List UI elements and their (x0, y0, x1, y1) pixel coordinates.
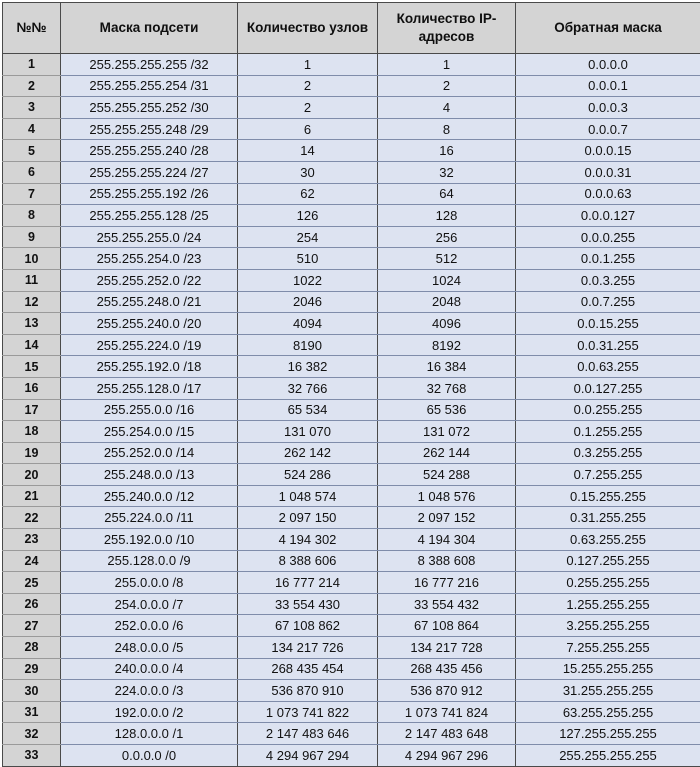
table-row (3, 507, 700, 529)
cell-row-number: 10 (3, 248, 61, 270)
column-header-addresses: Количество IP-адресов (378, 3, 516, 54)
table-row (3, 399, 700, 421)
cell-address-count: 4 (378, 97, 516, 119)
table-row (3, 291, 700, 313)
cell-row-number: 24 (3, 550, 61, 572)
table-row (3, 269, 700, 291)
cell-host-count: 62 (238, 183, 378, 205)
cell-subnet-mask: 254.0.0.0 /7 (61, 593, 238, 615)
cell-subnet-mask: 255.255.254.0 /23 (61, 248, 238, 270)
cell-host-count: 14 (238, 140, 378, 162)
cell-subnet-mask: 255.255.255.224 /27 (61, 161, 238, 183)
cell-wildcard-mask: 0.255.255.255 (516, 572, 700, 594)
cell-wildcard-mask: 0.0.7.255 (516, 291, 700, 313)
cell-subnet-mask: 255.240.0.0 /12 (61, 485, 238, 507)
cell-wildcard-mask: 0.0.0.255 (516, 226, 700, 248)
cell-wildcard-mask: 0.0.1.255 (516, 248, 700, 270)
table-row (3, 658, 700, 680)
cell-subnet-mask: 255.252.0.0 /14 (61, 442, 238, 464)
cell-wildcard-mask: 0.0.31.255 (516, 334, 700, 356)
cell-row-number: 12 (3, 291, 61, 313)
table-row (3, 334, 700, 356)
cell-row-number: 23 (3, 529, 61, 551)
cell-subnet-mask: 255.255.255.248 /29 (61, 118, 238, 140)
cell-row-number: 9 (3, 226, 61, 248)
cell-wildcard-mask: 3.255.255.255 (516, 615, 700, 637)
cell-row-number: 16 (3, 377, 61, 399)
cell-host-count: 1 073 741 822 (238, 701, 378, 723)
cell-subnet-mask: 255.255.128.0 /17 (61, 377, 238, 399)
table-row (3, 140, 700, 162)
table-row (3, 248, 700, 270)
table-row (3, 485, 700, 507)
cell-wildcard-mask: 0.0.63.255 (516, 356, 700, 378)
table-row (3, 745, 700, 767)
cell-address-count: 262 144 (378, 442, 516, 464)
cell-address-count: 4 194 304 (378, 529, 516, 551)
table-row (3, 226, 700, 248)
cell-address-count: 128 (378, 205, 516, 227)
cell-subnet-mask: 255.255.240.0 /20 (61, 313, 238, 335)
table-row (3, 550, 700, 572)
table-row (3, 118, 700, 140)
cell-subnet-mask: 255.255.255.240 /28 (61, 140, 238, 162)
cell-host-count: 4 294 967 294 (238, 745, 378, 767)
cell-address-count: 65 536 (378, 399, 516, 421)
cell-address-count: 256 (378, 226, 516, 248)
cell-row-number: 30 (3, 680, 61, 702)
cell-row-number: 11 (3, 269, 61, 291)
cell-row-number: 31 (3, 701, 61, 723)
cell-host-count: 254 (238, 226, 378, 248)
table-row (3, 54, 700, 76)
cell-row-number: 3 (3, 97, 61, 119)
cell-wildcard-mask: 0.0.15.255 (516, 313, 700, 335)
table-row (3, 313, 700, 335)
table-row (3, 75, 700, 97)
cell-address-count: 131 072 (378, 421, 516, 443)
cell-address-count: 16 777 216 (378, 572, 516, 594)
cell-wildcard-mask: 0.7.255.255 (516, 464, 700, 486)
table-row (3, 464, 700, 486)
cell-host-count: 1 (238, 54, 378, 76)
cell-subnet-mask: 255.192.0.0 /10 (61, 529, 238, 551)
column-header-wildcard: Обратная маска (516, 3, 700, 54)
cell-address-count: 2 097 152 (378, 507, 516, 529)
cell-address-count: 2048 (378, 291, 516, 313)
cell-subnet-mask: 255.128.0.0 /9 (61, 550, 238, 572)
table-row (3, 637, 700, 659)
cell-address-count: 1 048 576 (378, 485, 516, 507)
cell-host-count: 134 217 726 (238, 637, 378, 659)
cell-address-count: 2 147 483 648 (378, 723, 516, 745)
cell-wildcard-mask: 0.63.255.255 (516, 529, 700, 551)
cell-row-number: 20 (3, 464, 61, 486)
cell-wildcard-mask: 0.127.255.255 (516, 550, 700, 572)
cell-row-number: 15 (3, 356, 61, 378)
cell-host-count: 510 (238, 248, 378, 270)
cell-row-number: 33 (3, 745, 61, 767)
cell-row-number: 7 (3, 183, 61, 205)
cell-subnet-mask: 248.0.0.0 /5 (61, 637, 238, 659)
cell-wildcard-mask: 7.255.255.255 (516, 637, 700, 659)
column-header-mask: Маска подсети (61, 3, 238, 54)
table-row (3, 701, 700, 723)
cell-row-number: 18 (3, 421, 61, 443)
cell-host-count: 65 534 (238, 399, 378, 421)
cell-address-count: 1 073 741 824 (378, 701, 516, 723)
table-row (3, 680, 700, 702)
cell-subnet-mask: 255.255.255.252 /30 (61, 97, 238, 119)
cell-row-number: 13 (3, 313, 61, 335)
cell-row-number: 4 (3, 118, 61, 140)
table-row (3, 615, 700, 637)
cell-address-count: 2 (378, 75, 516, 97)
subnet-mask-table (2, 2, 700, 767)
cell-subnet-mask: 255.255.255.128 /25 (61, 205, 238, 227)
cell-wildcard-mask: 0.0.0.7 (516, 118, 700, 140)
cell-address-count: 32 768 (378, 377, 516, 399)
table-row (3, 572, 700, 594)
table-row (3, 593, 700, 615)
cell-address-count: 134 217 728 (378, 637, 516, 659)
cell-row-number: 14 (3, 334, 61, 356)
cell-wildcard-mask: 255.255.255.255 (516, 745, 700, 767)
cell-row-number: 5 (3, 140, 61, 162)
cell-wildcard-mask: 1.255.255.255 (516, 593, 700, 615)
cell-row-number: 19 (3, 442, 61, 464)
table-row (3, 421, 700, 443)
cell-wildcard-mask: 31.255.255.255 (516, 680, 700, 702)
cell-wildcard-mask: 0.0.255.255 (516, 399, 700, 421)
cell-subnet-mask: 255.224.0.0 /11 (61, 507, 238, 529)
cell-address-count: 536 870 912 (378, 680, 516, 702)
cell-row-number: 27 (3, 615, 61, 637)
table-row (3, 723, 700, 745)
cell-host-count: 6 (238, 118, 378, 140)
cell-address-count: 4096 (378, 313, 516, 335)
table-row (3, 205, 700, 227)
cell-subnet-mask: 240.0.0.0 /4 (61, 658, 238, 680)
cell-host-count: 2 147 483 646 (238, 723, 378, 745)
table-body (3, 54, 700, 767)
cell-wildcard-mask: 0.0.0.31 (516, 161, 700, 183)
cell-wildcard-mask: 63.255.255.255 (516, 701, 700, 723)
cell-subnet-mask: 255.255.224.0 /19 (61, 334, 238, 356)
cell-host-count: 1022 (238, 269, 378, 291)
cell-address-count: 16 384 (378, 356, 516, 378)
cell-wildcard-mask: 0.0.0.1 (516, 75, 700, 97)
cell-address-count: 33 554 432 (378, 593, 516, 615)
cell-wildcard-mask: 0.0.0.63 (516, 183, 700, 205)
cell-wildcard-mask: 0.1.255.255 (516, 421, 700, 443)
cell-host-count: 33 554 430 (238, 593, 378, 615)
cell-address-count: 8 388 608 (378, 550, 516, 572)
cell-host-count: 268 435 454 (238, 658, 378, 680)
table-row (3, 377, 700, 399)
cell-subnet-mask: 255.255.255.255 /32 (61, 54, 238, 76)
cell-wildcard-mask: 0.0.0.0 (516, 54, 700, 76)
cell-host-count: 16 382 (238, 356, 378, 378)
cell-wildcard-mask: 15.255.255.255 (516, 658, 700, 680)
cell-host-count: 67 108 862 (238, 615, 378, 637)
cell-address-count: 8192 (378, 334, 516, 356)
cell-subnet-mask: 255.248.0.0 /13 (61, 464, 238, 486)
cell-subnet-mask: 255.255.248.0 /21 (61, 291, 238, 313)
cell-subnet-mask: 192.0.0.0 /2 (61, 701, 238, 723)
cell-wildcard-mask: 0.0.0.15 (516, 140, 700, 162)
cell-wildcard-mask: 127.255.255.255 (516, 723, 700, 745)
cell-row-number: 1 (3, 54, 61, 76)
cell-address-count: 268 435 456 (378, 658, 516, 680)
cell-host-count: 1 048 574 (238, 485, 378, 507)
table-row (3, 97, 700, 119)
cell-host-count: 4094 (238, 313, 378, 335)
cell-address-count: 32 (378, 161, 516, 183)
column-header-number: №№ (3, 3, 61, 54)
cell-row-number: 28 (3, 637, 61, 659)
cell-host-count: 2 (238, 75, 378, 97)
cell-subnet-mask: 255.254.0.0 /15 (61, 421, 238, 443)
cell-subnet-mask: 255.0.0.0 /8 (61, 572, 238, 594)
cell-subnet-mask: 255.255.0.0 /16 (61, 399, 238, 421)
cell-address-count: 512 (378, 248, 516, 270)
table-header (3, 3, 700, 54)
cell-wildcard-mask: 0.15.255.255 (516, 485, 700, 507)
column-header-hosts: Количество узлов (238, 3, 378, 54)
cell-row-number: 32 (3, 723, 61, 745)
cell-subnet-mask: 128.0.0.0 /1 (61, 723, 238, 745)
cell-host-count: 16 777 214 (238, 572, 378, 594)
table-row (3, 183, 700, 205)
cell-address-count: 1024 (378, 269, 516, 291)
cell-address-count: 524 288 (378, 464, 516, 486)
cell-host-count: 8190 (238, 334, 378, 356)
cell-subnet-mask: 224.0.0.0 /3 (61, 680, 238, 702)
cell-host-count: 131 070 (238, 421, 378, 443)
cell-row-number: 25 (3, 572, 61, 594)
cell-subnet-mask: 255.255.252.0 /22 (61, 269, 238, 291)
cell-row-number: 26 (3, 593, 61, 615)
table-row (3, 161, 700, 183)
cell-host-count: 32 766 (238, 377, 378, 399)
cell-row-number: 17 (3, 399, 61, 421)
table-row (3, 356, 700, 378)
cell-host-count: 524 286 (238, 464, 378, 486)
cell-wildcard-mask: 0.0.3.255 (516, 269, 700, 291)
cell-row-number: 22 (3, 507, 61, 529)
table-row (3, 442, 700, 464)
cell-wildcard-mask: 0.31.255.255 (516, 507, 700, 529)
cell-row-number: 6 (3, 161, 61, 183)
cell-address-count: 8 (378, 118, 516, 140)
cell-host-count: 8 388 606 (238, 550, 378, 572)
cell-row-number: 2 (3, 75, 61, 97)
cell-subnet-mask: 0.0.0.0 /0 (61, 745, 238, 767)
cell-host-count: 30 (238, 161, 378, 183)
cell-host-count: 2 (238, 97, 378, 119)
cell-wildcard-mask: 0.3.255.255 (516, 442, 700, 464)
cell-subnet-mask: 252.0.0.0 /6 (61, 615, 238, 637)
cell-address-count: 4 294 967 296 (378, 745, 516, 767)
cell-subnet-mask: 255.255.192.0 /18 (61, 356, 238, 378)
cell-row-number: 21 (3, 485, 61, 507)
cell-address-count: 1 (378, 54, 516, 76)
cell-host-count: 536 870 910 (238, 680, 378, 702)
cell-subnet-mask: 255.255.255.0 /24 (61, 226, 238, 248)
cell-wildcard-mask: 0.0.127.255 (516, 377, 700, 399)
cell-wildcard-mask: 0.0.0.3 (516, 97, 700, 119)
cell-host-count: 4 194 302 (238, 529, 378, 551)
cell-row-number: 8 (3, 205, 61, 227)
cell-host-count: 2046 (238, 291, 378, 313)
cell-host-count: 2 097 150 (238, 507, 378, 529)
table-row (3, 529, 700, 551)
cell-address-count: 64 (378, 183, 516, 205)
header-row (3, 3, 700, 54)
cell-wildcard-mask: 0.0.0.127 (516, 205, 700, 227)
cell-row-number: 29 (3, 658, 61, 680)
cell-address-count: 16 (378, 140, 516, 162)
cell-subnet-mask: 255.255.255.192 /26 (61, 183, 238, 205)
cell-subnet-mask: 255.255.255.254 /31 (61, 75, 238, 97)
cell-host-count: 126 (238, 205, 378, 227)
cell-host-count: 262 142 (238, 442, 378, 464)
cell-address-count: 67 108 864 (378, 615, 516, 637)
